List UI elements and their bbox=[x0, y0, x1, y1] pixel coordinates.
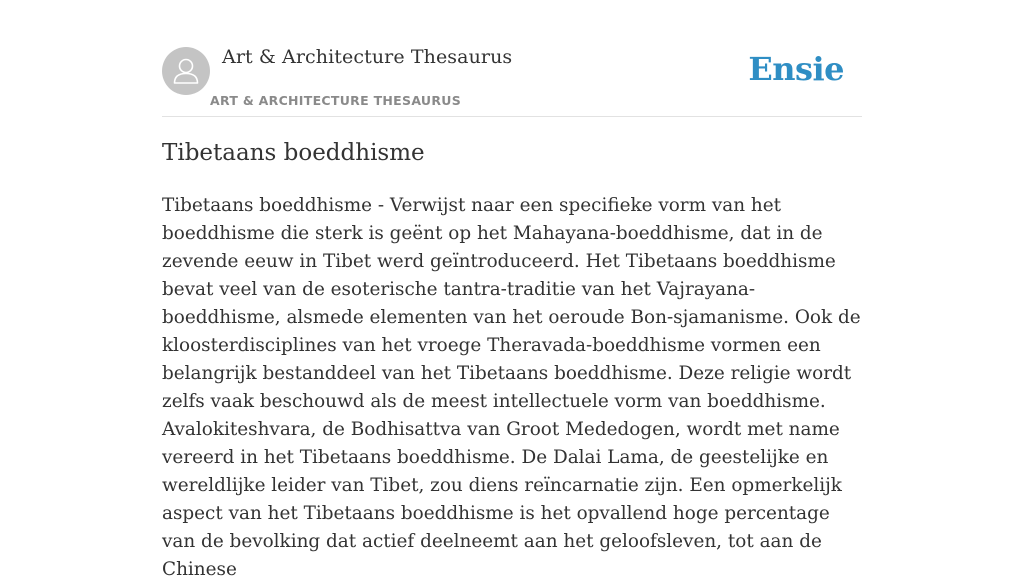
definition-text: Tibetaans boeddhisme - Verwijst naar een specifieke vorm van het boeddhisme die sterk is geënt op het Mahayana-boeddhisme, dat in de zevende eeuw in Tibet werd geïntroduceerd. Het Tibetaans boeddhisme bevat veel van de esoterische tantra-traditie van het Vajrayana-boeddhisme, alsmede elementen van het oeroude Bon-sjamanisme. Ook de kloosterdisciplines van het vroege Theravada-boeddhisme vormen een belangrijk bestanddeel van het Tibetaans boeddhisme. Deze religie wordt zelfs vaak beschouwd als de meest intellectuele vorm van boeddhisme. Avalokiteshvara, de Bodhisattva van Groot Mededogen, wordt met name vereerd in het Tibetaans boeddhisme. De Dalai Lama, de geestelijke en wereldlijke leider van Tibet, zou diens reïncarnatie zijn. Een opmerkelijk aspect van het Tibetaans boeddhisme is het opvallend hoge percentage van de bevolking dat actief deelneemt aan het geloofsleven, tot aan de Chinese bbox=[162, 195, 861, 580]
ensie-logo[interactable]: Ensie bbox=[748, 50, 844, 88]
source-title-link[interactable]: Art & Architecture Thesaurus bbox=[222, 46, 513, 68]
source-subtitle[interactable]: ART & ARCHITECTURE THESAURUS bbox=[210, 93, 462, 108]
source-header bbox=[162, 0, 862, 117]
user-avatar-icon[interactable] bbox=[162, 47, 210, 95]
page-container bbox=[162, 0, 862, 580]
page-title: Tibetaans boeddhisme bbox=[162, 140, 425, 166]
user-silhouette-icon bbox=[162, 47, 210, 95]
